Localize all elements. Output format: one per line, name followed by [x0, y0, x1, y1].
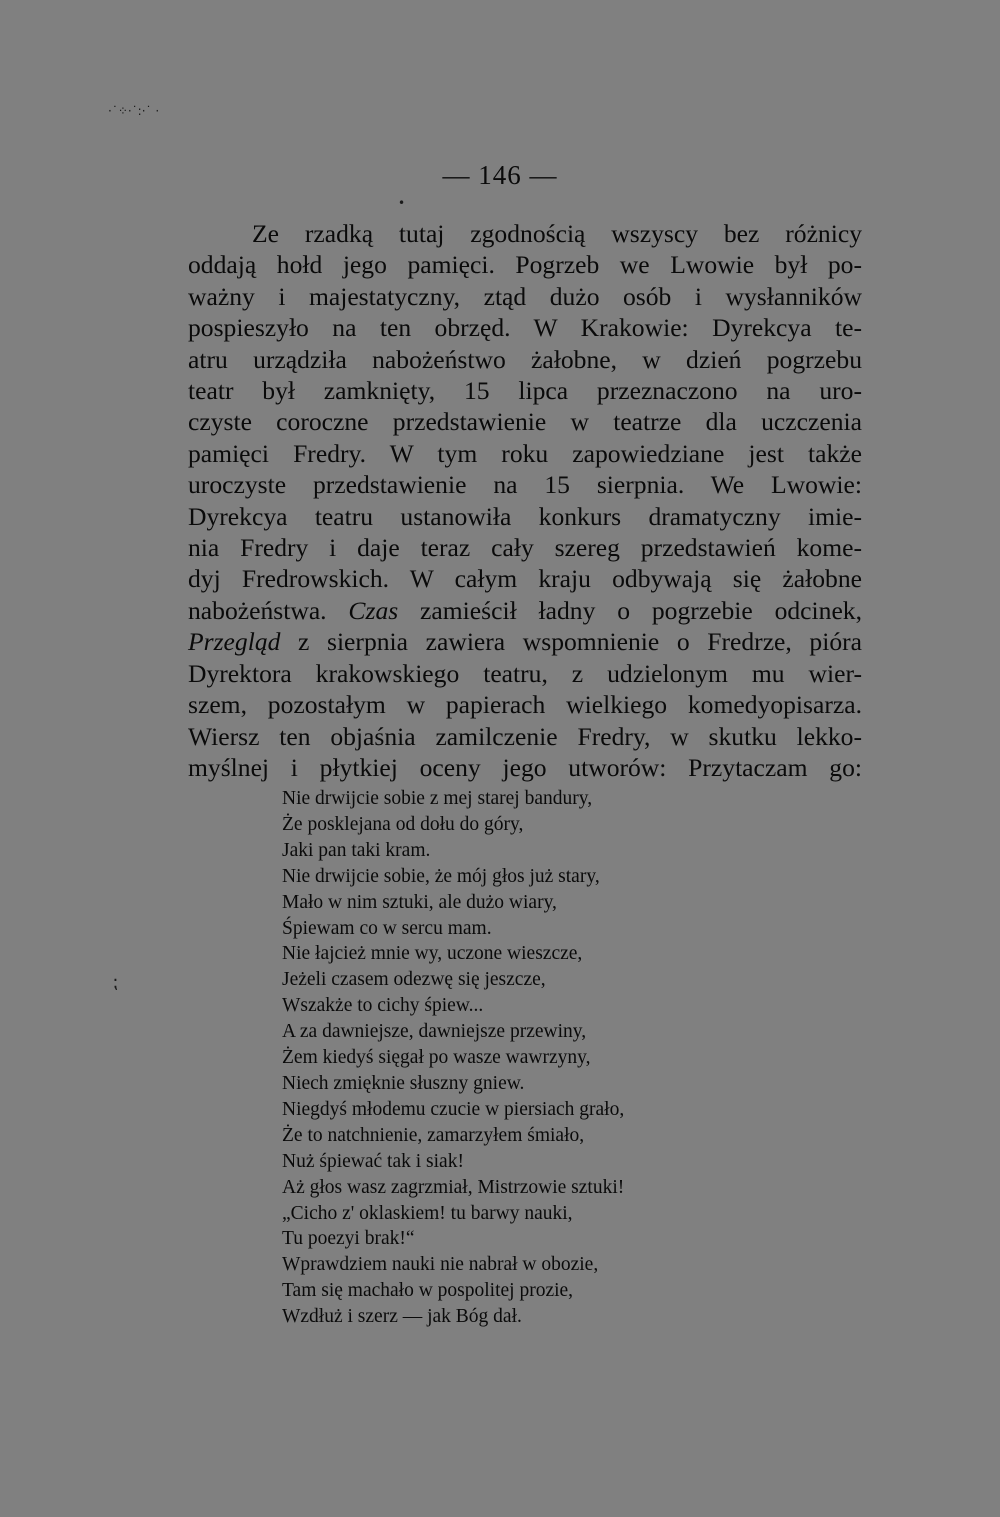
- paragraph-line-przeglad: [188, 626, 862, 657]
- paragraph-line: Dyrekcya teatru ustanowiła konkurs dramatyczny imie-: [188, 501, 862, 531]
- poem-line: Jaki pan taki kram.: [282, 839, 431, 861]
- body-paragraph: [188, 218, 862, 783]
- poem-line: Jeżeli czasem odezwę się jeszcze,: [282, 969, 546, 991]
- paragraph-line-czas: [188, 595, 862, 626]
- poem-line: Wprawdziem nauki nie nabrał w obozie,: [282, 1254, 599, 1276]
- paragraph-line: Dyrektora krakowskiego teatru, z udzielonym mu wier-: [188, 658, 862, 688]
- paragraph-line: nia Fredry i daje teraz cały szereg przedstawień kome-: [188, 533, 862, 563]
- poem-line: Tam się machało w pospolitej prozie,: [282, 1280, 574, 1302]
- poem-line: Niegdyś młodemu czucie w piersiach grało,: [282, 1098, 625, 1120]
- paragraph-line: pospieszyło na ten obrzęd. W Krakowie: Dyrekcya te-: [188, 313, 862, 343]
- paragraph-line: dyj Fredrowskich. W całym kraju odbywają się żałobne: [188, 564, 862, 594]
- poem-line: Tu poezyi brak!“: [282, 1228, 415, 1250]
- poem-line: „Cicho z' oklaskiem! tu barwy nauki,: [282, 1202, 573, 1224]
- poem-line: Że posklejana od dołu do góry,: [282, 813, 524, 835]
- text-fragment: z sierpnia zawiera wspomnienie o Fredrze, pióra: [280, 627, 862, 657]
- paragraph-line: teatr był zamknięty, 15 lipca przeznaczono na uro-: [188, 376, 862, 406]
- poem-line: Mało w nim sztuki, ale dużo wiary,: [282, 891, 557, 913]
- paragraph-line: szem, pozostałym w papierach wielkiego komedyopisarza.: [188, 690, 862, 720]
- paragraph-line: myślnej i płytkiej oceny jego utworów: Przytaczam go:: [188, 752, 862, 782]
- paragraph-line: oddają hołd jego pamięci. Pogrzeb we Lwowie był po-: [188, 250, 862, 280]
- poem-line: Że to natchnienie, zamarzyłem śmiało,: [282, 1124, 585, 1146]
- poem-block: [282, 786, 722, 1330]
- poem-line: Nie łajcież mnie wy, uczone wieszcze,: [282, 943, 583, 965]
- paragraph-line: Wiersz ten objaśnia zamilczenie Fredry, w skutku lekko-: [188, 721, 862, 751]
- scan-speck: •: [398, 196, 406, 210]
- poem-line: Nie drwijcie sobie, że mój głos już stary,: [282, 865, 600, 887]
- poem-line: Żem kiedyś sięgał po wasze wawrzyny,: [282, 1047, 591, 1069]
- page-number: — 146 —: [442, 160, 558, 190]
- poem-line: Niech zmięknie słuszny gniew.: [282, 1072, 525, 1094]
- poem-line: Wszakże to cichy śpiew...: [282, 995, 484, 1017]
- paragraph-line: czyste coroczne przedstawienie w teatrze dla uczczenia: [188, 407, 862, 437]
- italic-title-przeglad: Przegląd: [188, 627, 281, 657]
- poem-line: Nie drwijcie sobie z mej starej bandury,: [282, 788, 593, 809]
- poem-line: A za dawniejsze, dawniejsze przewiny,: [282, 1021, 587, 1043]
- italic-title-czas: Czas: [348, 595, 399, 625]
- text-fragment: zamieścił ładny o pogrzebie odcinek,: [398, 595, 862, 625]
- poem-line: Śpiewam co w sercu mam.: [282, 917, 492, 939]
- paragraph-line: Ze rzadką tutaj zgodnością wszyscy bez różnicy: [252, 219, 862, 248]
- poem-line: Wzdłuż i szerz — jak Bóg dał.: [282, 1306, 522, 1328]
- scan-speck: ·˙⁘·˙:·˙ ·: [108, 104, 160, 118]
- text-fragment: nabożeństwa.: [188, 595, 349, 625]
- paragraph-line: pamięci Fredry. W tym roku zapowiedziane jest także: [188, 438, 862, 468]
- paragraph-line: atru urządziła nabożeństwo żałobne, w dzień pogrzebu: [188, 344, 862, 374]
- paragraph-line: uroczyste przedstawienie na 15 sierpnia. We Lwowie:: [188, 470, 862, 500]
- poem-line: Nuż śpiewać tak i siak!: [282, 1150, 464, 1172]
- poem-line: Aż głos wasz zagrzmiał, Mistrzowie sztuki!: [282, 1176, 625, 1198]
- paragraph-line: ważny i majestatyczny, ztąd dużo osób i wysłanników: [188, 281, 862, 311]
- scan-speck: ⁏: [112, 972, 119, 993]
